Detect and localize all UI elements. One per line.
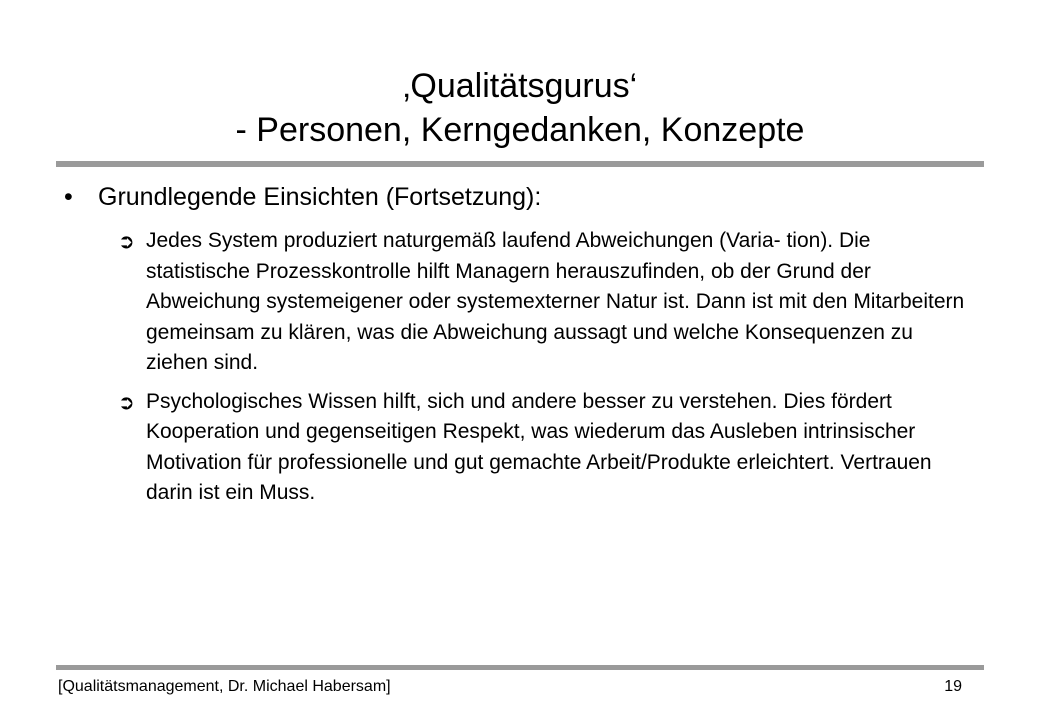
slide-title-line-1: ‚Qualitätsgurus‘ xyxy=(402,67,638,105)
bullet-item-heading xyxy=(60,180,980,214)
bullet-icon: • xyxy=(64,183,73,211)
slide-content xyxy=(60,180,980,517)
sub-bullet-text: Psychologisches Wissen hilft, sich und andere besser zu verstehen. Dies fördert Kooperation und gegenseitigen Respekt, was wiederum das Ausleben intrinsischer Motivation für professionelle und gut gemachte Arbeit/Produkte erleichtert. Vertrauen darin ist ein Muss. xyxy=(146,389,932,504)
sub-bullet-text: Jedes System produziert naturgemäß laufend Abweichungen (Varia- tion). Die statistische Prozesskontrolle hilft Managern herauszufinden, ob der Grund der Abweichung systemeigener oder systemexterner Natur ist. Dann ist mit den Mitarbeitern gemeinsam zu klären, was die Abweichung aussagt und welche Konsequenzen zu ziehen sind. xyxy=(146,229,965,374)
slide-title-line-2: - Personen, Kerngedanken, Konzepte xyxy=(235,111,805,149)
title-divider xyxy=(56,161,984,167)
arrow-right-icon: ➲ xyxy=(118,229,135,253)
sub-bullet-item xyxy=(118,387,980,509)
footer-source: [Qualitätsmanagement, Dr. Michael Habersam] xyxy=(58,678,391,695)
bullet-heading-text: Grundlegende Einsichten (Fortsetzung): xyxy=(98,183,542,211)
sub-bullet-item xyxy=(118,226,980,379)
arrow-right-icon: ➲ xyxy=(118,389,135,414)
page-number: 19 xyxy=(944,678,962,695)
footer-divider xyxy=(56,665,984,670)
slide-title xyxy=(100,64,940,152)
